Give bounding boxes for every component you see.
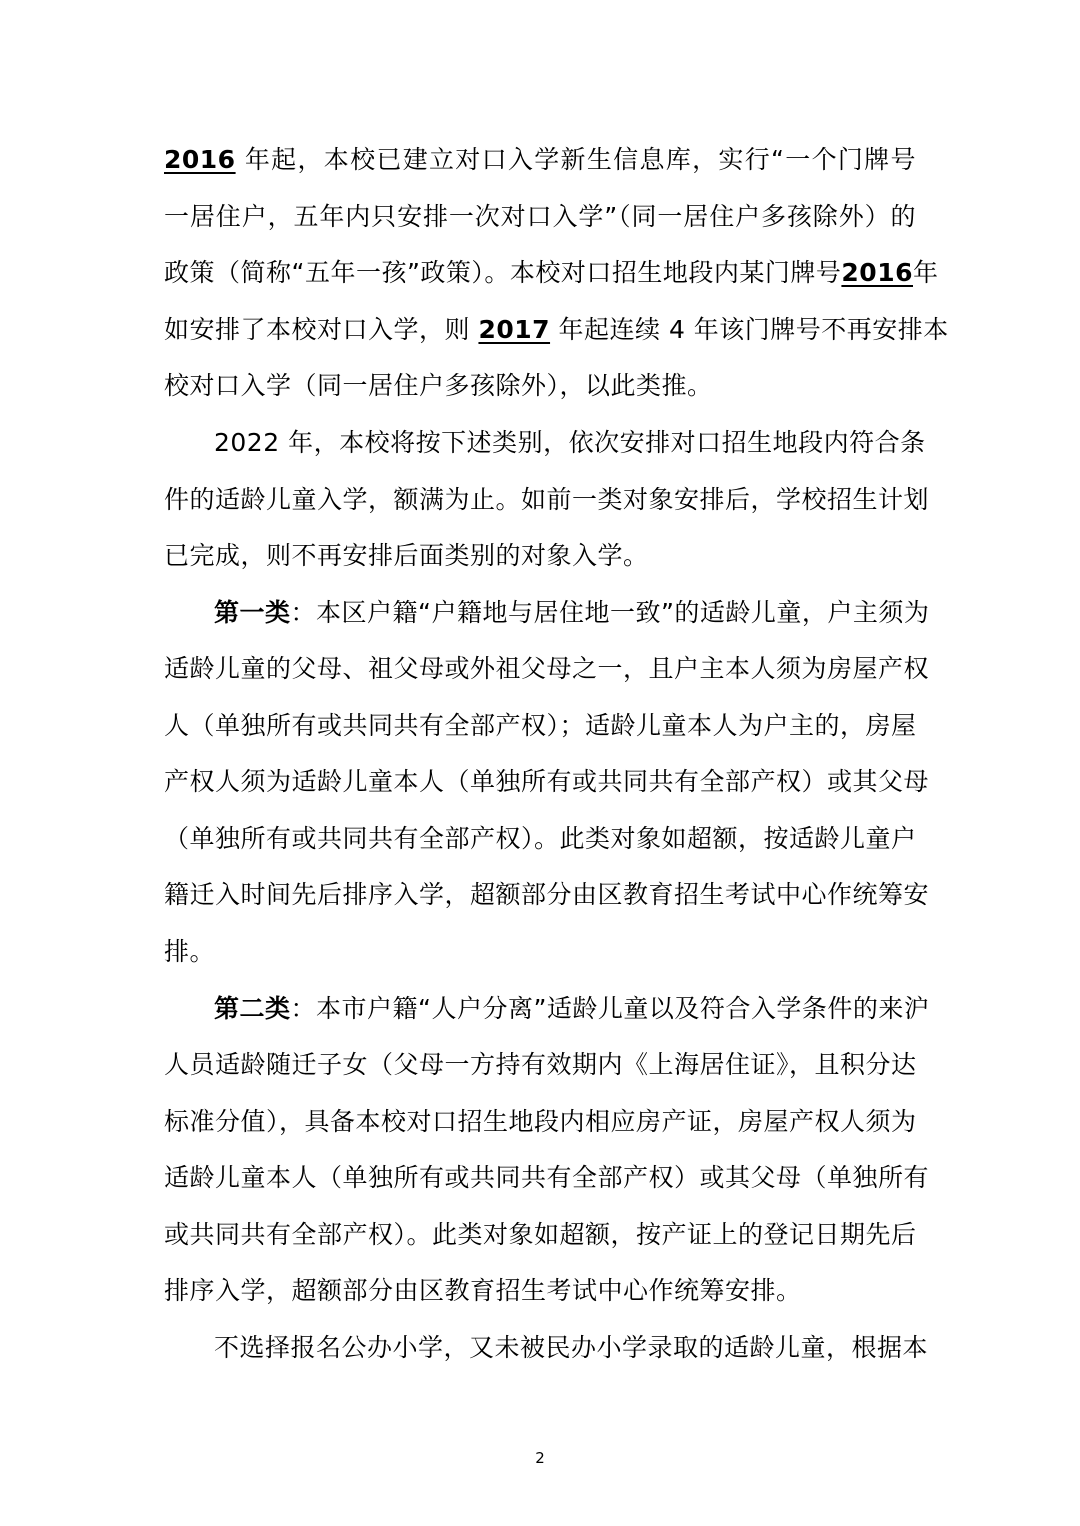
year-2016-underlined: 2016 — [164, 145, 236, 174]
year-2017-underlined: 2017 — [478, 315, 551, 344]
text-line: 适龄儿童的父母、祖父母或外祖父母之一，且户主本人须为房屋产权 — [164, 654, 930, 683]
text-line: 不选择报名公办小学，又未被民办小学录取的适龄儿童，根据本 — [214, 1333, 929, 1362]
text-line: 排序入学，超额部分由区教育招生考试中心作统筹安排。 — [164, 1276, 802, 1305]
category-two-heading: 第二类 — [214, 994, 291, 1023]
text-line: 排。 — [164, 937, 216, 966]
text-line: 适龄儿童本人（单独所有或共同共有全部产权）或其父母（单独所有 — [164, 1163, 930, 1192]
text-line: 第二类：本市户籍“人户分离”适龄儿童以及符合入学条件的来沪 — [214, 994, 930, 1023]
text-line: 2016 年起，本校已建立对口入学新生信息库，实行“一个门牌号 — [164, 145, 916, 174]
text-line: 标准分值），具备本校对口招生地段内相应房产证，房屋产权人须为 — [164, 1107, 917, 1136]
text-line: 产权人须为适龄儿童本人（单独所有或共同共有全部产权）或其父母 — [164, 767, 930, 796]
text-line: （单独所有或共同共有全部产权）。此类对象如超额，按适龄儿童户 — [164, 824, 917, 853]
text-line: 政策（简称“五年一孩”政策）。本校对口招生地段内某门牌号2016年 — [164, 258, 939, 287]
text-line: 第一类：本区户籍“户籍地与居住地一致”的适龄儿童，户主须为 — [214, 598, 930, 627]
text-line: 籍迁入时间先后排序入学，超额部分由区教育招生考试中心作统筹安 — [164, 880, 930, 909]
text-line: 一居住户，五年内只安排一次对口入学”（同一居住户多孩除外）的 — [164, 202, 916, 231]
category-one-heading: 第一类 — [214, 598, 291, 627]
text-line: 件的适龄儿童入学，额满为止。如前一类对象安排后，学校招生计划 — [164, 485, 930, 514]
text-line: 已完成，则不再安排后面类别的对象入学。 — [164, 541, 649, 570]
text-line: 如安排了本校对口入学，则 2017 年起连续 4 年该门牌号不再安排本 — [164, 315, 949, 344]
year-2016-underlined: 2016 — [841, 258, 913, 287]
text-line: 或共同共有全部产权）。此类对象如超额，按产证上的登记日期先后 — [164, 1220, 917, 1249]
text-line: 人员适龄随迁子女（父母一方持有效期内《上海居住证》，且积分达 — [164, 1050, 917, 1079]
page-number: 2 — [535, 1449, 545, 1467]
text-line: 2022 年，本校将按下述类别，依次安排对口招生地段内符合条 — [214, 428, 926, 457]
text-line: 校对口入学（同一居住户多孩除外），以此类推。 — [164, 371, 713, 400]
text-line: 人（单独所有或共同共有全部产权）；适龄儿童本人为户主的，房屋 — [164, 711, 917, 740]
